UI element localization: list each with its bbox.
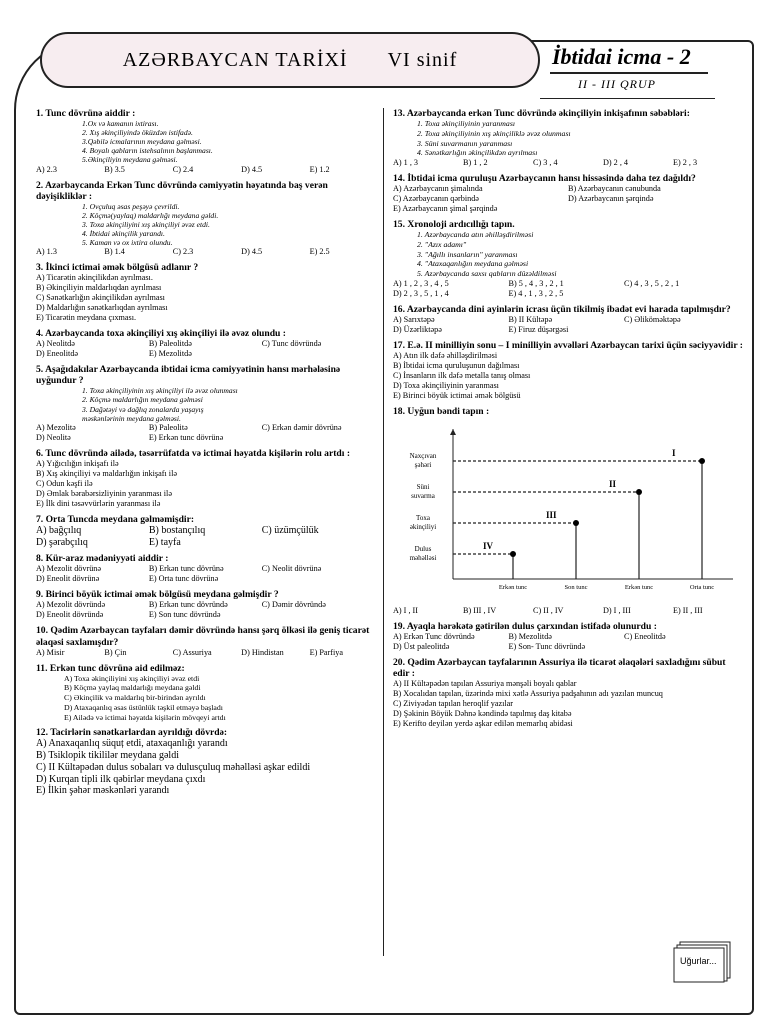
option[interactable]: E) İlkin şəhər məskənləri yarandı (36, 785, 170, 797)
question-title: 19. Ayaqla hərəkətə gətirilən dulus çarxından istifadə olunurdu : (393, 620, 657, 632)
list-item: 4. İbtidai əkinçilik yarandı. (82, 228, 165, 238)
point-label: II (609, 478, 617, 489)
option[interactable]: E) İlk dini təsəvvürlərin yaranması ilə (36, 498, 161, 508)
option[interactable]: A) 2.3 (36, 164, 57, 174)
option[interactable]: C) Tunc dövründə (261, 339, 322, 349)
question-title: 9. Birinci böyük ictimai əmək bölgüsü meydana gəlmişdir ? (36, 589, 279, 601)
option[interactable]: C) II Kültəpədən dulus sobaları və dulusçuluq məhəlləsi aşkar edildi (36, 761, 311, 773)
test-title: İbtidai icma - 2 (552, 44, 691, 69)
option[interactable]: A) 1 , 3 (393, 157, 419, 167)
option[interactable]: D) Əmlak bərabərsizliyinin yaranması ilə (36, 488, 172, 498)
option[interactable]: A) Yığıcılığın inkişafı ilə (36, 458, 119, 468)
question-3 (36, 262, 378, 323)
option[interactable]: A) Sarıxtəpə (393, 314, 435, 324)
question-title: 11. Erkən tunc dövrünə aid edilməz: (36, 662, 185, 674)
option[interactable]: E) Ticarətin meydana çıxması. (36, 313, 137, 323)
option[interactable]: D) Ataxaqanlıq əsas üstünlük təşkil etməyə başladı (64, 702, 223, 712)
option[interactable]: C) 2.4 (172, 164, 194, 174)
option[interactable]: E) Erkən tunc dövrünə (148, 432, 224, 442)
title-banner (40, 32, 540, 88)
option[interactable]: D) 2 , 3 , 5 , 1 , 4 (393, 288, 449, 298)
list-item: 4. Boyalı qabların istehsalının başlanması. (82, 146, 213, 156)
option[interactable]: D) I , III (603, 605, 631, 615)
option[interactable]: E) 2 , 3 (673, 157, 698, 167)
option[interactable]: B) Mezolitdə (508, 631, 552, 641)
list-item: 2. Xış əkinçiliyində öküzdən istifadə. (82, 128, 193, 138)
option[interactable]: E) Birinci böyük ictimai əmək bölgüsü (393, 390, 521, 400)
option[interactable]: E) 2.5 (309, 247, 330, 257)
point-label: III (546, 509, 557, 520)
option[interactable]: A) Mezolit dövründə (36, 600, 106, 610)
option[interactable]: A) Toxa əkinçiliyini xış əkinçiliyi əvəz etdi (64, 673, 200, 683)
option[interactable]: A) I , II (393, 605, 419, 615)
grade-label: VI sinif (387, 48, 458, 71)
question-9 (36, 589, 378, 620)
y-tick-label: Süni (416, 482, 430, 491)
list-item: 3. Toxa əkinçiliyini xış əkinçiliyi əvəz etdi. (82, 219, 210, 229)
answer-options (36, 165, 378, 175)
data-point (699, 458, 705, 464)
question-title: 3. İkinci ictimai əmək bölgüsü adlanır ? (36, 262, 199, 274)
option[interactable]: D) Maldarlığın sənətkarlıqdan ayrılması (36, 303, 168, 313)
option[interactable]: D) Hindistan (241, 647, 284, 657)
question-17 (393, 340, 743, 401)
option[interactable]: C) 3 , 4 (533, 157, 558, 167)
option[interactable]: E) Azərbaycanın şimal şərqində (393, 204, 498, 213)
option[interactable]: D) Neolitə (36, 432, 71, 442)
option[interactable]: E) Parfiya (309, 647, 343, 657)
list-item: 4. Sənətkarlığın əkinçilikdən ayrılması (417, 148, 538, 158)
question-title: 8. Kür-araz mədəniyyəti aiddir : (36, 553, 169, 565)
x-tick-label: Orta tunc (689, 583, 715, 591)
option[interactable]: A) Mezolit dövrünə (36, 564, 102, 574)
option[interactable]: D) Üst paleolitdə (393, 641, 450, 651)
question-12 (36, 727, 378, 797)
left-column (36, 108, 378, 802)
data-point (573, 520, 579, 526)
option[interactable]: D) 4.5 (241, 164, 263, 174)
question-20 (393, 657, 743, 729)
question-title: 14. İbtidai icma quruluşu Azərbaycanın hansı hissəsində daha tez dağıldı? (393, 172, 696, 184)
option[interactable]: A) Neolitdə (36, 339, 75, 349)
option[interactable]: D) şərabçılıq (36, 536, 88, 548)
list-item: 4. "Ataxaqanlığın meydana gəlməsi (417, 259, 529, 269)
option[interactable]: B) Çin (104, 647, 127, 657)
option[interactable]: E) II , III (673, 605, 703, 615)
option[interactable]: C) İnsanların ilk dəfə metalla tanış olması (393, 370, 531, 380)
option[interactable]: A) Mezolitə (36, 422, 76, 432)
question-18 (393, 406, 743, 616)
question-19 (393, 621, 743, 652)
option[interactable]: E) Kerifto deyilən yerdə aşkar edilən memarlıq abidəsi (393, 718, 573, 728)
point-label: IV (483, 540, 494, 551)
option[interactable]: E) 1.2 (309, 164, 330, 174)
question-title: 5. Aşağıdakılar Azərbaycanda ibtidai icma cəmiyyətinin hansı mərhələsinə uyğundur ? (36, 364, 341, 387)
question-title: 7. Orta Tuncda meydana gəlməmişdir: (36, 513, 195, 525)
list-item: 1.Ox və kamanın ixtirası. (82, 119, 159, 129)
option[interactable]: B) Paleolitdə (148, 339, 192, 349)
y-tick-label: Toxa (416, 513, 430, 522)
option[interactable]: C) II , IV (533, 605, 564, 615)
list-item: 1. Toxa əkinçiliyinin yaranması (417, 119, 516, 129)
list-item: 1. Toxa əkinçiliyinin xış əkinçiliyi ilə əvəz olunması (82, 386, 238, 396)
option[interactable]: C) üzümçülük (261, 524, 319, 536)
question-13 (393, 108, 743, 168)
y-axis-arrow (450, 429, 456, 435)
option[interactable]: B) 1.4 (104, 247, 125, 257)
data-point (510, 551, 516, 557)
question-15 (393, 219, 743, 299)
point-label: I (672, 447, 676, 458)
option[interactable]: E) tayfa (148, 536, 181, 548)
option[interactable]: A) Anaxaqanlıq süquț etdi, ataxaqanlığı yarandı (36, 738, 228, 750)
question-title: 2. Azərbaycanda Erkən Tunc dövründə cəmiyyətin həyatında baş verən dəyişikliklər : (36, 179, 328, 202)
group-underline (540, 98, 715, 99)
list-item: 3.Qəbilə icmalarının meydana gəlməsi. (82, 137, 202, 147)
question-title: 1. Tunc dövrünə aiddir : (36, 108, 136, 119)
question-title: 20. Qədim Azərbaycan tayfalarının Assuriya ilə ticarət əlaqələri saxladığını sübut edir : (393, 656, 726, 679)
option[interactable]: E) 4 , 1 , 3 , 2 , 5 (508, 288, 564, 298)
option[interactable]: C) Dəmir dövründə (261, 600, 326, 610)
question-title: 15. Xronoloji ardıcıllığı tapın. (393, 219, 515, 230)
option[interactable]: B) Erkən tunc dövründə (148, 600, 228, 610)
question-16 (393, 304, 743, 335)
list-item: 5. Azərbaycanda saxsı qabların düzəldilməsi (417, 268, 557, 278)
y-tick-label: Dulus (414, 544, 432, 553)
option[interactable]: B) Xocalıdan tapılan, üzərində mixi xətlə Assuriya padşahının adı yazılan muncuq (393, 688, 663, 698)
option[interactable]: C) Əkinçilik və maldarlıq bir-birindən ayrıldı (64, 693, 206, 703)
question-title: 18. Uyğun bəndi tapın : (393, 405, 490, 417)
option[interactable]: A) 1 , 2 , 3 , 4 , 5 (393, 278, 449, 288)
option[interactable]: C) Ziviyədən tapılan heroqlif yazılar (393, 698, 514, 708)
option[interactable]: E) Ailədə və ictimai həyatda kişilərin mövqeyi artdı (64, 712, 226, 722)
option[interactable]: B) 1 , 2 (463, 157, 488, 167)
option[interactable]: E) Son tunc dövründə (148, 610, 221, 620)
option[interactable]: D) 2 , 4 (603, 157, 629, 167)
option[interactable]: C) Sənətkarlığın əkinçilikdən ayrılması (36, 293, 165, 303)
x-tick-label: Erkən tunc (498, 583, 528, 591)
option[interactable]: C) Odun kəşfi ilə (36, 478, 93, 488)
list-item: məskənlərinin meydana gəlməsi. (82, 413, 181, 423)
question-title: 16. Azərbaycanda dini ayinlərin icrası üçün tikilmiş ibadət evi harada tapılmışdır? (393, 303, 731, 315)
question-7 (36, 514, 378, 549)
option[interactable]: E) Orta tunc dövrünə (148, 574, 219, 584)
option[interactable]: E) Firuz düşərgəsi (508, 324, 569, 334)
title-underline (550, 72, 708, 74)
option[interactable]: B) Xış əkinçiliyi və maldarlığın inkişafı ilə (36, 468, 177, 478)
y-tick-label: məhəlləsi (409, 553, 437, 562)
option[interactable]: B) Erkən tunc dövrünə (148, 564, 224, 574)
option[interactable]: A) Azərbaycanın şimalında (393, 184, 483, 193)
question-11 (36, 663, 378, 723)
option[interactable]: B) Əkinçiliyin maldarlıqdan ayrılması (36, 283, 162, 293)
list-item: 3. "Ağıllı insanların" yaranması (417, 249, 518, 259)
list-item: 2. "Azıx adamı" (417, 239, 467, 249)
option[interactable]: A) bağçılıq (36, 524, 82, 536)
list-item: 2. Köçmə maldarlığın meydana gəlməsi (82, 395, 203, 405)
option[interactable]: C) Azərbaycanın qərbində (393, 194, 479, 203)
option[interactable]: D) Toxa əkinçiliyinin yaranması (393, 380, 499, 390)
list-item: 2. Köçmə(yaylaq) maldarlığı meydana gəldi. (82, 210, 219, 220)
list-item: 5. Kaman və ox ixtira olundu. (82, 238, 173, 248)
option[interactable]: D) Şəkinin Böyük Dəhnə kəndində tapılmış daş kitabə (393, 708, 572, 718)
list-item: 1. Ovçuluq əsas peşəyə çevrildi. (82, 201, 180, 211)
option[interactable]: B) Azərbaycanın cənubunda (568, 184, 661, 193)
question-14 (393, 173, 743, 214)
option[interactable]: B) Köçmə yaylaq maldarlığı meydana gəldi (64, 683, 201, 693)
item-list (82, 119, 378, 165)
option[interactable]: C) Neolit dövrünə (261, 564, 322, 574)
option[interactable]: C) Eneolitdə (624, 631, 666, 641)
option[interactable]: D) Azərbaycanın şərqində (568, 194, 654, 203)
option[interactable]: D) Üzərliktəpə (393, 324, 442, 334)
x-tick-label: Erkən tunc (624, 583, 654, 591)
question-6 (36, 448, 378, 509)
option[interactable]: B) İbtidai icma quruluşunun dağılması (393, 360, 520, 370)
option[interactable]: D) Eneolit dövrünə (36, 574, 100, 584)
question-title: 6. Tunc dövründə ailədə, təsərrüfatda və ictimai həyatda kişilərin rolu artdı : (36, 447, 351, 459)
y-tick-label: suvarma (411, 491, 435, 500)
x-tick-label: Son tunc (564, 583, 588, 591)
option[interactable]: B) 3.5 (104, 164, 125, 174)
timeline-chart (393, 419, 733, 599)
y-tick-label: Naxçıvan (409, 451, 437, 460)
question-2 (36, 180, 378, 258)
option[interactable]: A) Atın ilk dəfə əhilləşdirilməsi (393, 350, 498, 360)
footer-note: Uğurlar... (680, 956, 717, 966)
question-title: 10. Qədim Azərbaycan tayfaları dəmir dövründə hansı şərq ölkəsi ilə geniş ticarət əlaqəsi saxlamışdır? (36, 625, 370, 648)
question-title: 13. Azərbaycanda erkən Tunc dövründə əkinçiliyin inkişafının səbəbləri: (393, 108, 690, 119)
list-item: 3. Süni suvarmanın yaranması (417, 138, 513, 148)
y-tick-label: şəhəri (414, 460, 432, 469)
right-column (393, 108, 743, 734)
question-title: 17. E.ə. II minilliyin sonu – I minilliyin əvvəlləri Azərbaycan tarixi üçün səciyyəvidir : (393, 339, 743, 351)
option[interactable]: D) Eneolitdə (36, 349, 79, 359)
subject-title: AZƏRBAYCAN TARİXİ (122, 48, 348, 71)
question-1 (36, 108, 378, 175)
option[interactable]: A) Ticarətin əkinçilikdən ayrılması. (36, 273, 153, 283)
option[interactable]: D) Eneolit dövründə (36, 610, 104, 620)
option[interactable]: A) Erkən Tunc dövründə (393, 631, 475, 641)
option[interactable]: C) Assuriya (172, 647, 212, 657)
list-item: 1. Azərbaycanda atın əhilləşdirilməsi (417, 230, 534, 240)
option[interactable]: B) Tsiklopik tikililər meydana gəldi (36, 750, 179, 762)
question-10 (36, 625, 378, 657)
question-5 (36, 364, 378, 443)
option[interactable]: B) II Kültəpə (508, 314, 553, 324)
option[interactable]: E) Son- Tunc dövründə (508, 641, 586, 651)
option[interactable]: C) Erkən dəmir dövrünə (261, 422, 342, 432)
question-title: 4. Azərbaycanda toxa əkinçiliyi xış əkinçiliyi ilə əvəz olundu : (36, 328, 286, 340)
list-item: 5.Əkinçiliyin meydana gəlməsi. (82, 155, 178, 165)
option[interactable]: A) Misir (36, 647, 65, 657)
option[interactable]: C) 4 , 3 , 5 , 2 , 1 (624, 278, 680, 288)
question-4 (36, 328, 378, 359)
option[interactable]: C) 2.3 (172, 247, 194, 257)
group-label: II - III QRUP (578, 77, 656, 91)
option[interactable]: D) 4.5 (241, 247, 263, 257)
option[interactable]: B) bostançılıq (148, 524, 206, 536)
column-divider (383, 108, 384, 956)
option[interactable]: B) Paleolitə (148, 422, 188, 432)
question-8 (36, 553, 378, 584)
option[interactable]: B) III , IV (463, 605, 497, 615)
option[interactable]: A) II Kültəpədən tapılan Assuriya mənşəli boyalı qablar (393, 678, 577, 688)
data-point (636, 489, 642, 495)
list-item: 3. Dağətəyi və dağlıq zonalarda yaşayış (82, 404, 204, 414)
option[interactable]: C) Əliköməktəpə (624, 314, 681, 324)
option[interactable]: A) 1.3 (36, 247, 57, 257)
question-title: 12. Tacirlərin sənətkarlardan ayrıldığı dövrdə: (36, 727, 228, 739)
y-tick-label: əkinçiliyi (409, 522, 437, 531)
option[interactable]: E) Mezolitdə (148, 349, 192, 359)
option[interactable]: B) 5 , 4 , 3 , 2 , 1 (508, 278, 564, 288)
list-item: 2. Toxa əkinçiliyinin xış əkinçiliklə əvəz olunması (417, 128, 571, 138)
option[interactable]: D) Kurqan tipli ilk qəbirlər meydana çıxdı (36, 773, 206, 785)
